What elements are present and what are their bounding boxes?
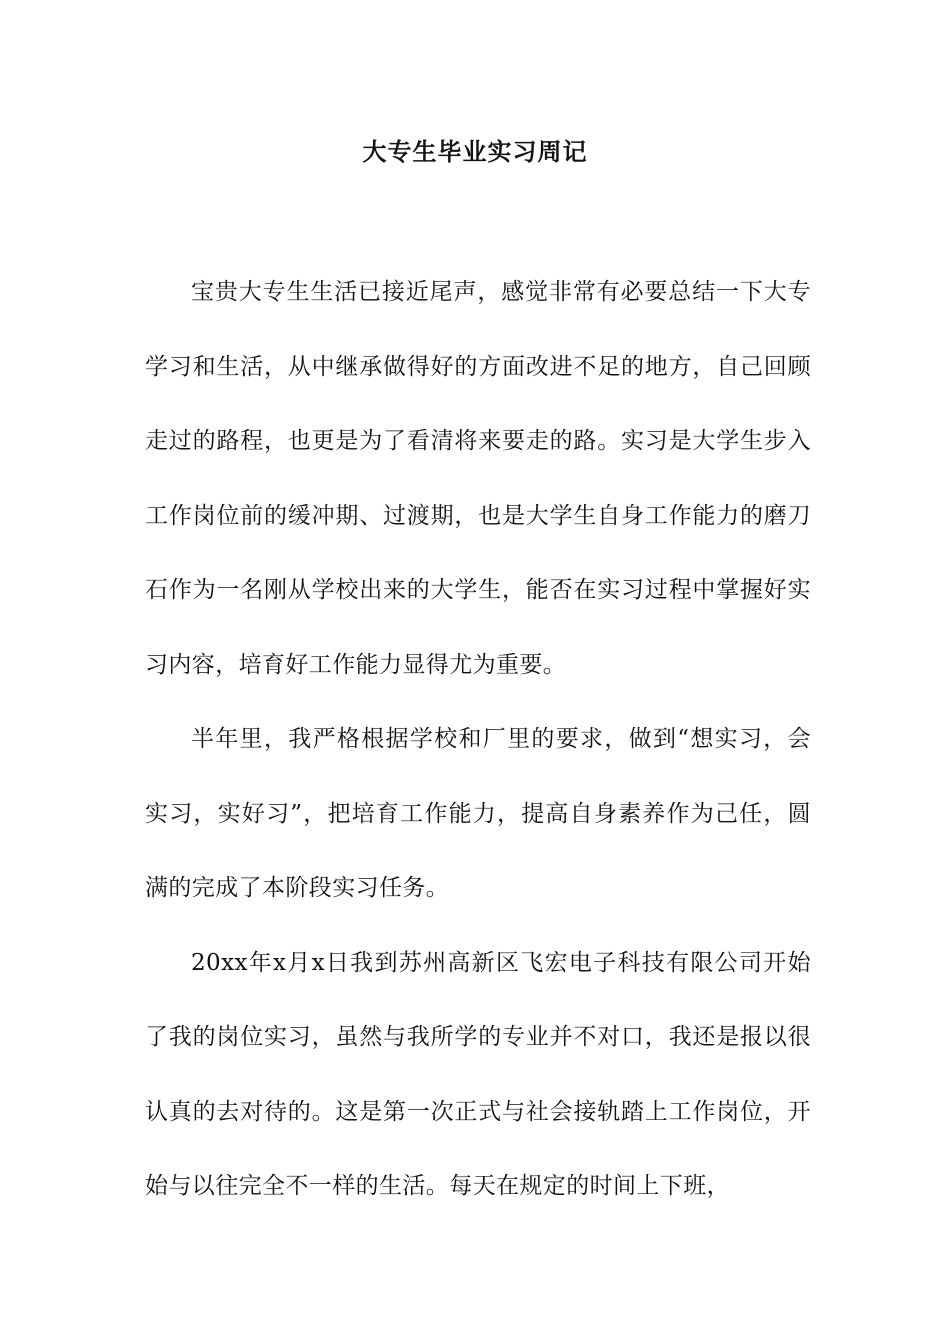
paragraph-2: 半年里，我严格根据学校和厂里的要求，做到“想实习，会实习，实好习”，把培育工作能力，提高自身素养作为己任，圆满的完成了本阶段实习任务。	[145, 726, 811, 901]
document-title: 大专生毕业实习周记	[362, 137, 588, 166]
paragraph-3: 20xx年x月x日我到苏州高新区飞宏电子科技有限公司开始了我的岗位实习，虽然与我所学的专业并不对口，我还是报以很认真的去对待的。这是第一次正式与社会接轨踏上工作岗位，开始与以往完全不一样的生活。每天在规定的时间上下班，	[145, 949, 811, 1199]
paragraph-1: 宝贵大专生生活已接近尾声，感觉非常有必要总结一下大专学习和生活，从中继承做得好的方面改进不足的地方，自己回顾走过的路程，也更是为了看清将来要走的路。实习是大学生步入工作岗位前的缓冲期、过渡期，也是大学生自身工作能力的磨刀石作为一名刚从学校出来的大学生，能否在实习过程中掌握好实习内容，培育好工作能力显得尤为重要。	[145, 279, 811, 678]
document-body	[145, 255, 811, 1224]
